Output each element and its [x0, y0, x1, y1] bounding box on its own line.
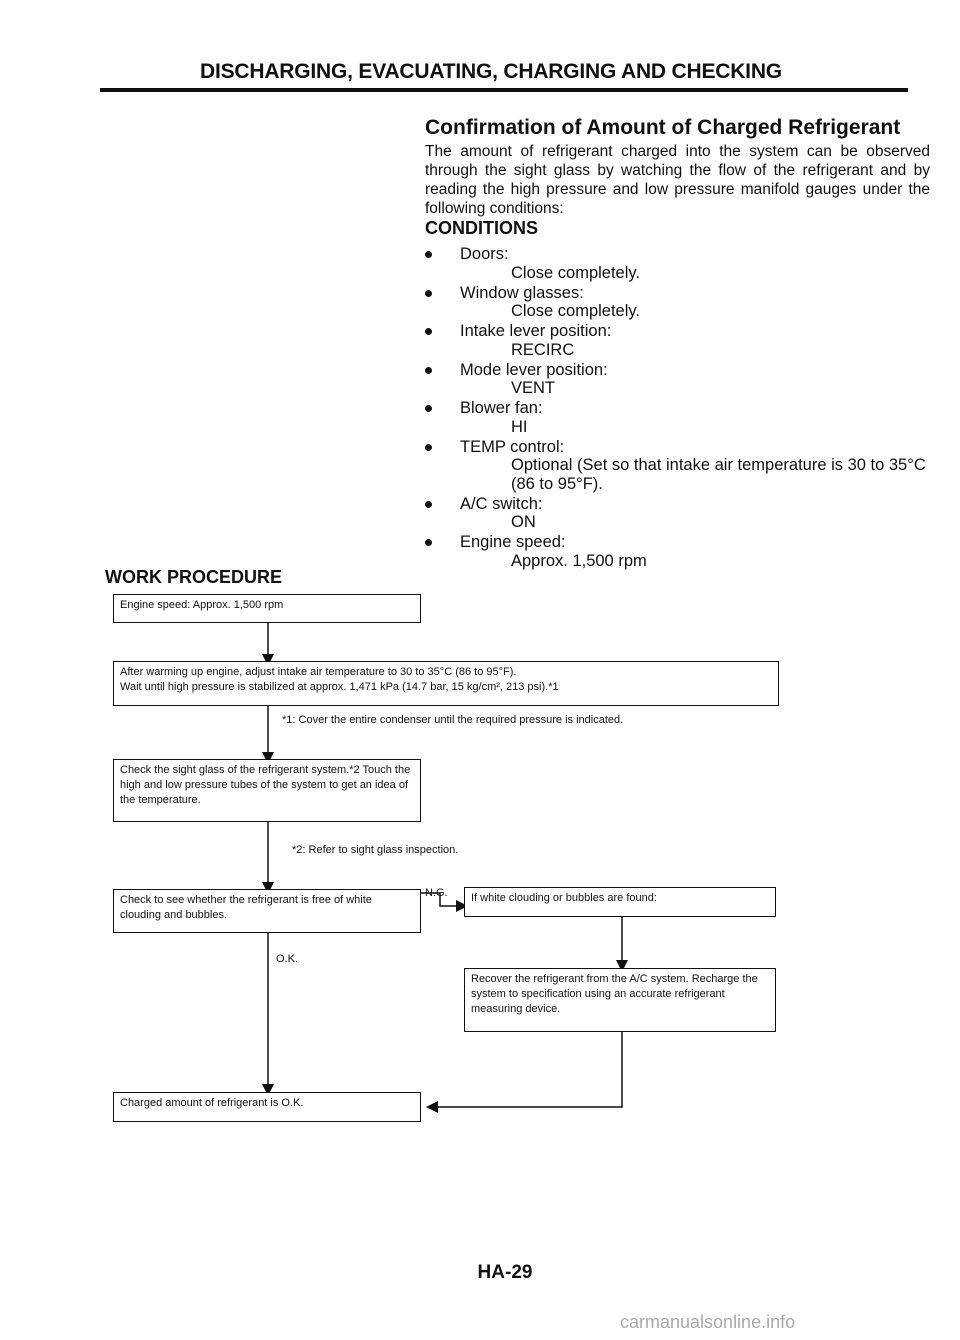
warm-up-line-2: Wait until high pressure is stabilized at approx. 1,471 kPa (14.7 bar, 15 kg/cm², 213 psi).*1	[120, 681, 559, 693]
page-number: HA-29	[477, 1262, 533, 1283]
condition-value: HI	[511, 417, 528, 436]
flow-ng-clouding-found: If white clouding or bubbles are found:	[464, 887, 776, 917]
condition-value: VENT	[511, 379, 556, 397]
connector-recover-final	[432, 1032, 622, 1107]
condition-value: Close completely.	[511, 263, 640, 282]
watermark: carmanualsonline.info	[620, 1312, 796, 1332]
note-2: *2: Refer to sight glass inspection.	[292, 844, 459, 856]
note-1: *1: Cover the entire condenser until the required pressure is indicated.	[282, 714, 624, 726]
condition-label: Intake lever position:	[460, 322, 612, 340]
ok-label: O.K.	[276, 953, 299, 965]
flow-step-warm-up	[113, 661, 779, 706]
ng-label: N.G.	[425, 887, 448, 899]
condition-label: Engine speed:	[460, 533, 566, 551]
condition-value: RECIRC	[511, 340, 575, 359]
flow-final-ok: Charged amount of refrigerant is O.K.	[113, 1092, 421, 1122]
flow-recover-refrigerant: Recover the refrigerant from the A/C system. Recharge the system to specification using an accurate refrigerant measuring device.	[464, 968, 776, 1032]
intro-paragraph: The amount of refrigerant charged into the system can be observed through the sight glass by watching the flow of the refrigerant and by reading the high pressure and low pressure manifold gauges under the following conditions:	[425, 143, 930, 217]
condition-label: A/C switch:	[460, 494, 543, 513]
section-title: Confirmation of Amount of Charged Refrigerant	[425, 116, 901, 139]
condition-label: Mode lever position:	[460, 360, 608, 379]
flow-step-check-sight-glass: Check the sight glass of the refrigerant system.*2 Touch the high and low pressure tubes of the system to get an idea of the temperature.	[113, 759, 421, 822]
condition-value: ON	[511, 513, 536, 531]
condition-label: Window glasses:	[460, 283, 584, 302]
condition-value: Close completely.	[511, 302, 640, 320]
condition-value: Approx. 1,500 rpm	[511, 551, 647, 570]
page-header-title: DISCHARGING, EVACUATING, CHARGING AND CHECKING	[200, 60, 782, 83]
condition-label: TEMP control:	[460, 437, 565, 456]
work-procedure-heading: WORK PROCEDURE	[105, 567, 283, 587]
flow-step-engine-speed: Engine speed: Approx. 1,500 rpm	[113, 594, 421, 623]
conditions-heading: CONDITIONS	[425, 218, 539, 238]
flow-step-check-clouding: Check to see whether the refrigerant is free of white clouding and bubbles.	[113, 889, 421, 933]
warm-up-line-1: After warming up engine, adjust intake air temperature to 30 to 35°C (86 to 95°F).	[120, 666, 517, 678]
condition-value: Optional (Set so that intake air temperature is 30 to 35°C (86 to 95°F).	[511, 456, 926, 493]
condition-label: Blower fan:	[460, 399, 543, 417]
condition-label: Doors:	[460, 245, 509, 263]
